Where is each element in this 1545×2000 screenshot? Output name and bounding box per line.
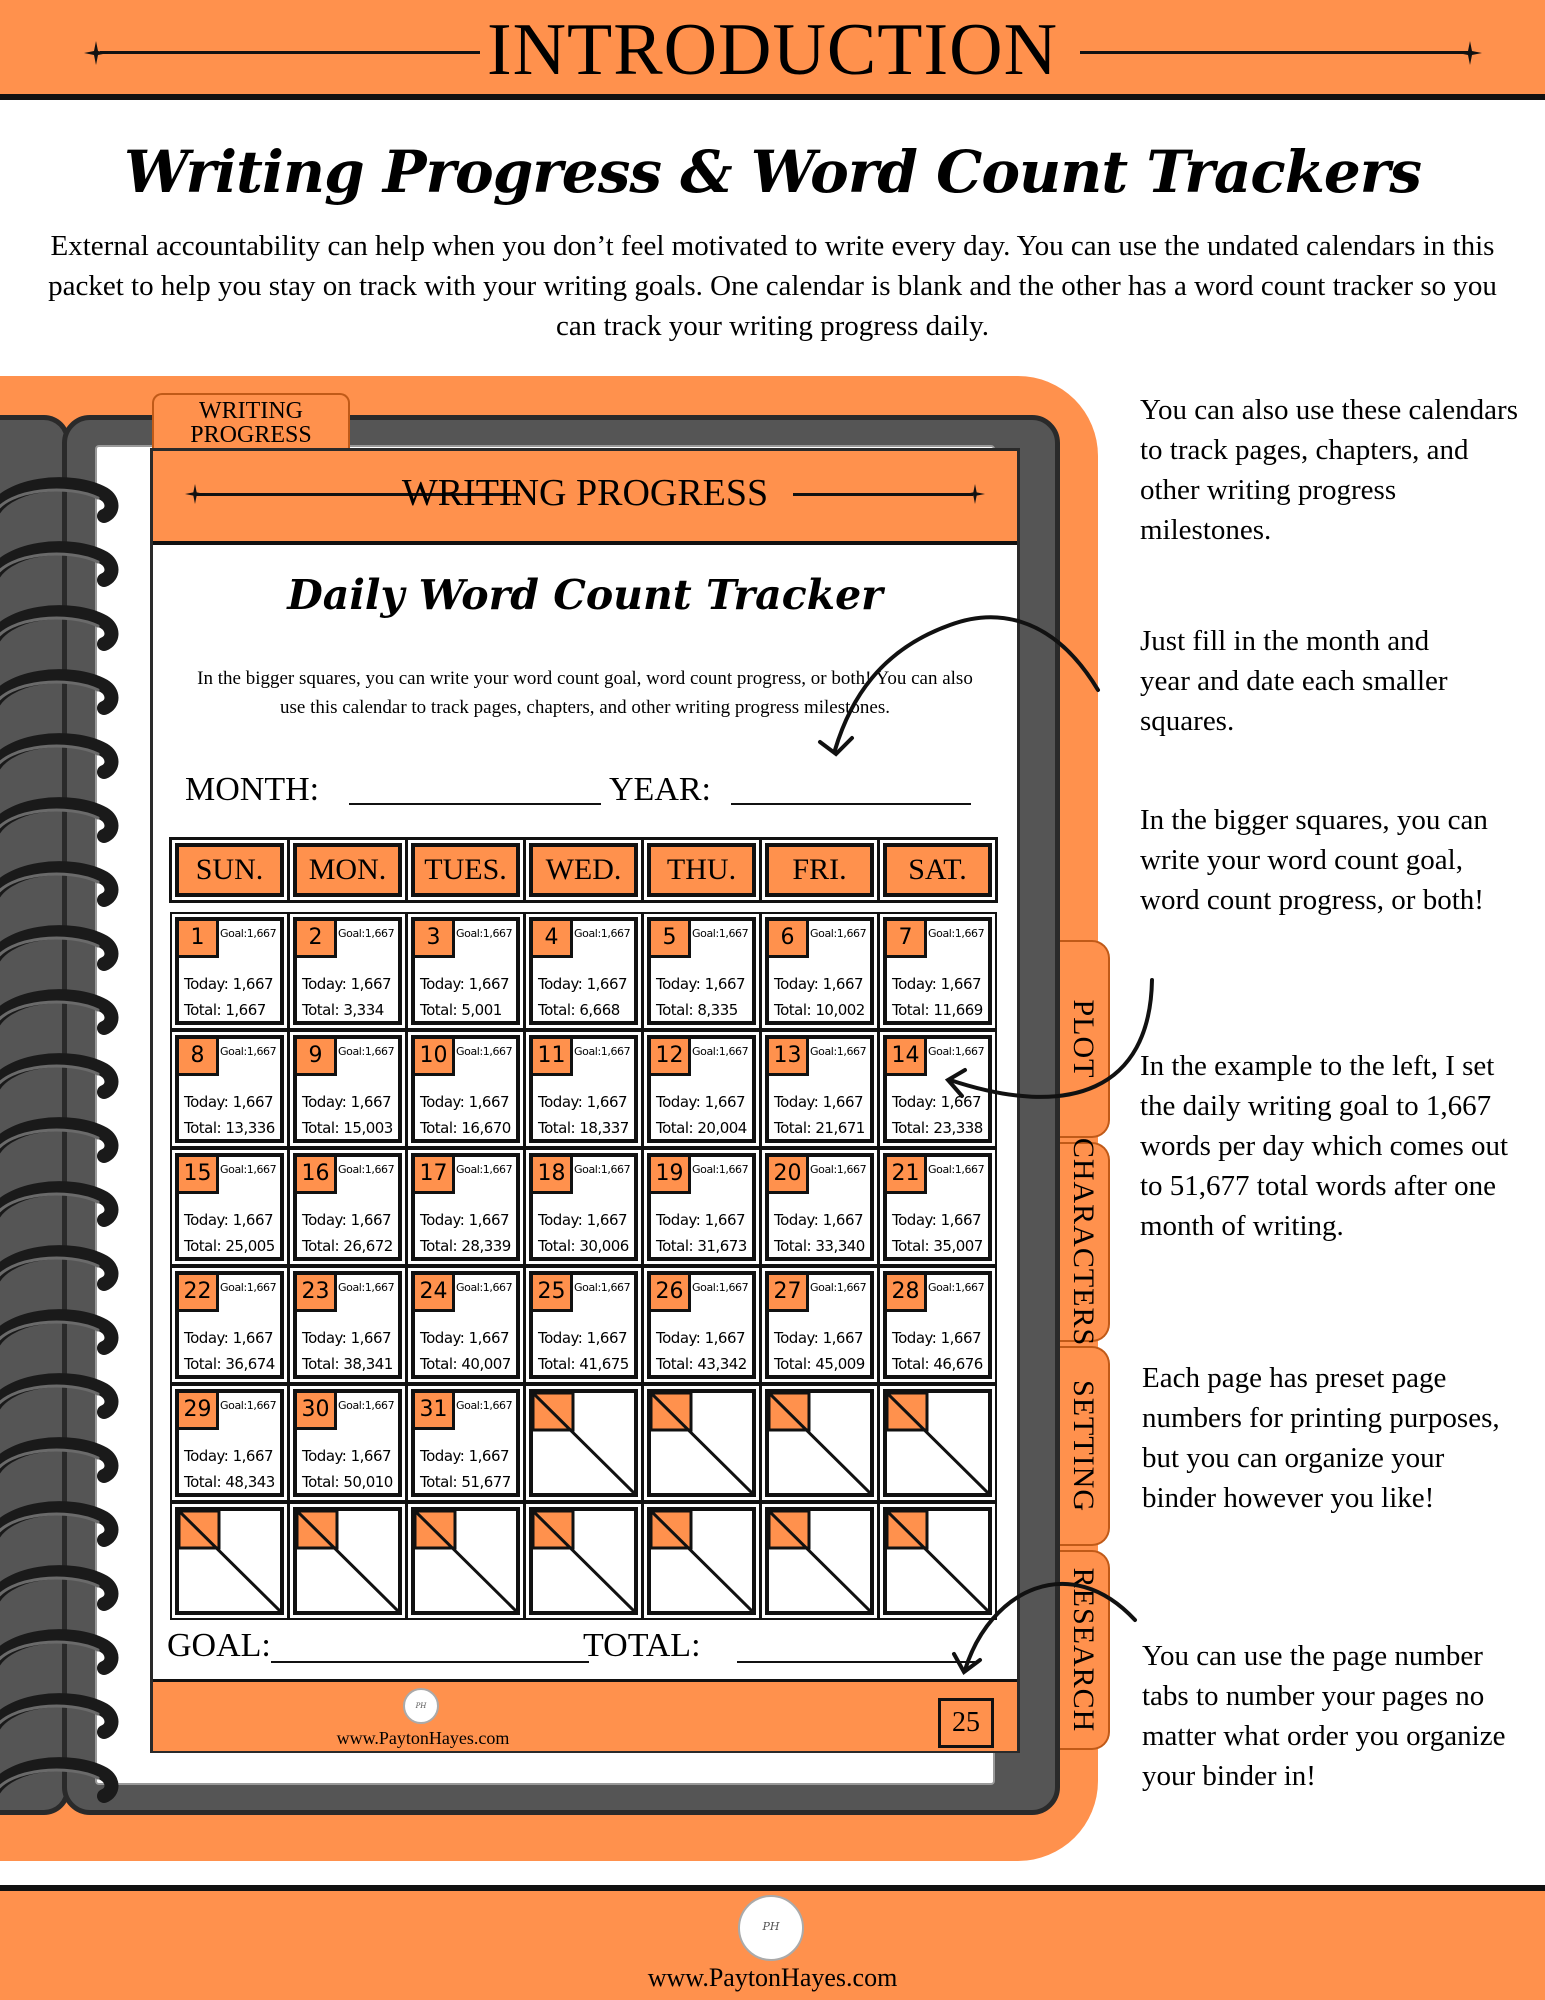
total-field[interactable]	[737, 1661, 975, 1663]
note-6: You can use the page number tabs to number your pages no matter what order you organize your binder in!	[1142, 1640, 1506, 1792]
day-today: Today: 1,667	[656, 975, 746, 993]
binder-ring	[0, 1688, 122, 1748]
day-goal: Goal:1,667	[692, 1163, 749, 1176]
calendar-day-cell[interactable]	[647, 917, 756, 1025]
day-total: Total: 36,674	[184, 1355, 275, 1373]
tracker-page-footer	[153, 1679, 1017, 1751]
day-today: Today: 1,667	[184, 975, 274, 993]
day-number: 12	[651, 1039, 691, 1076]
day-goal: Goal:1,667	[692, 1045, 749, 1058]
day-today: Today: 1,667	[892, 1093, 982, 1111]
binder-ring	[0, 1432, 122, 1492]
day-total: Total: 43,342	[656, 1355, 747, 1373]
blank-cell-diagonal	[769, 1393, 870, 1493]
day-goal: Goal:1,667	[574, 1045, 631, 1058]
blank-day-cell[interactable]	[647, 1389, 756, 1497]
day-goal: Goal:1,667	[220, 1281, 277, 1294]
calendar-day-cell[interactable]	[529, 1035, 638, 1143]
day-goal: Goal:1,667	[220, 1399, 277, 1412]
footer-site: www.PaytonHayes.com	[647, 1963, 898, 1992]
day-number: 18	[533, 1157, 573, 1194]
day-header-mon: MON.	[293, 843, 402, 897]
day-today: Today: 1,667	[656, 1329, 746, 1347]
day-number: 17	[415, 1157, 455, 1194]
day-goal: Goal:1,667	[810, 1163, 867, 1176]
day-today: Today: 1,667	[420, 1211, 510, 1229]
day-number: 7	[887, 921, 927, 958]
calendar-day-cell[interactable]	[293, 1035, 402, 1143]
logo-icon: PH	[403, 1688, 439, 1724]
day-total: Total: 33,340	[774, 1237, 865, 1255]
calendar-day-cell[interactable]	[411, 1389, 520, 1497]
blank-cell-diagonal	[179, 1511, 280, 1611]
calendar-day-cell[interactable]	[293, 1271, 402, 1379]
day-goal: Goal:1,667	[928, 1163, 985, 1176]
blank-cell-diagonal	[415, 1511, 516, 1611]
day-number: 29	[179, 1393, 219, 1430]
calendar-day-cell[interactable]	[411, 1153, 520, 1261]
binder-ring	[0, 1624, 122, 1684]
calendar-day-cell[interactable]	[647, 1035, 756, 1143]
tab-research[interactable]	[1058, 1550, 1110, 1750]
day-today: Today: 1,667	[302, 1329, 392, 1347]
day-number: 23	[297, 1275, 337, 1312]
binder-ring	[0, 856, 122, 916]
binder-ring	[0, 600, 122, 660]
note-4: In the example to the left, I set the daily writing goal to 1,667 words per day which comes out to 51,677 total words after one month of writing.	[1140, 1050, 1509, 1242]
tracker-instructions: In the bigger squares, you can write your word count goal, word count progress, or both! You can also use this calendar to track pages, chapters, and other writing progress milestones.	[197, 668, 973, 718]
day-total: Total: 30,006	[538, 1237, 629, 1255]
day-total: Total: 23,338	[892, 1119, 983, 1137]
binder-ring	[0, 792, 122, 852]
day-goal: Goal:1,667	[338, 927, 395, 940]
day-goal: Goal:1,667	[692, 1281, 749, 1294]
day-today: Today: 1,667	[302, 1211, 392, 1229]
day-number: 11	[533, 1039, 573, 1076]
day-today: Today: 1,667	[420, 1093, 510, 1111]
page-number-box: 25	[938, 1698, 994, 1748]
day-goal: Goal:1,667	[810, 1281, 867, 1294]
month-label: MONTH:	[185, 771, 320, 808]
day-number: 8	[179, 1039, 219, 1076]
day-number: 16	[297, 1157, 337, 1194]
day-number: 4	[533, 921, 573, 958]
day-today: Today: 1,667	[774, 1093, 864, 1111]
day-number: 20	[769, 1157, 809, 1194]
tab-label: CHARACTERS	[1067, 1137, 1100, 1347]
day-number: 1	[179, 921, 219, 958]
day-total: Total: 21,671	[774, 1119, 865, 1137]
calendar-day-cell[interactable]	[883, 1271, 992, 1379]
blank-day-cell[interactable]	[883, 1507, 992, 1615]
blank-cell-diagonal	[533, 1511, 634, 1611]
binder-ring	[0, 920, 122, 980]
note-2: Just fill in the month and year and date each smaller squares.	[1140, 625, 1448, 737]
day-today: Today: 1,667	[774, 975, 864, 993]
blank-cell-diagonal	[769, 1511, 870, 1611]
total-label: TOTAL:	[583, 1627, 701, 1664]
day-total: Total: 38,341	[302, 1355, 393, 1373]
calendar-day-cell[interactable]	[765, 1035, 874, 1143]
tracker-page-band	[153, 451, 1017, 545]
day-total: Total: 41,675	[538, 1355, 629, 1373]
day-number: 22	[179, 1275, 219, 1312]
goal-label: GOAL:	[167, 1627, 271, 1664]
day-number: 5	[651, 921, 691, 958]
day-number: 25	[533, 1275, 573, 1312]
day-goal: Goal:1,667	[456, 927, 513, 940]
day-number: 31	[415, 1393, 455, 1430]
binder-ring	[0, 1368, 122, 1428]
day-number: 9	[297, 1039, 337, 1076]
day-today: Today: 1,667	[302, 1447, 392, 1465]
day-today: Today: 1,667	[420, 1447, 510, 1465]
day-total: Total: 45,009	[774, 1355, 865, 1373]
binder-ring	[0, 1112, 122, 1172]
tracker-page	[150, 448, 1020, 1753]
day-total: Total: 26,672	[302, 1237, 393, 1255]
calendar-day-cell[interactable]	[883, 1153, 992, 1261]
blank-cell-diagonal	[887, 1511, 988, 1611]
day-total: Total: 18,337	[538, 1119, 629, 1137]
calendar-day-cell[interactable]	[175, 917, 284, 1025]
day-today: Today: 1,667	[892, 1329, 982, 1347]
day-goal: Goal:1,667	[810, 1045, 867, 1058]
day-today: Today: 1,667	[656, 1211, 746, 1229]
blank-day-cell[interactable]	[411, 1507, 520, 1615]
day-total: Total: 20,004	[656, 1119, 747, 1137]
day-total: Total: 48,343	[184, 1473, 275, 1491]
day-total: Total: 10,002	[774, 1001, 865, 1019]
day-header-sun: SUN.	[175, 843, 284, 897]
day-number: 6	[769, 921, 809, 958]
day-goal: Goal:1,667	[928, 1045, 985, 1058]
day-today: Today: 1,667	[184, 1329, 274, 1347]
binder-ring	[0, 1752, 122, 1812]
day-header-sat: SAT.	[883, 843, 992, 897]
day-today: Today: 1,667	[420, 975, 510, 993]
binder-ring	[0, 1560, 122, 1620]
day-goal: Goal:1,667	[338, 1399, 395, 1412]
day-goal: Goal:1,667	[574, 1281, 631, 1294]
day-number: 15	[179, 1157, 219, 1194]
binder-ring	[0, 1240, 122, 1300]
day-goal: Goal:1,667	[928, 1281, 985, 1294]
binder-ring	[0, 472, 122, 532]
calendar-day-cell[interactable]	[175, 1271, 284, 1379]
binder-ring	[0, 1496, 122, 1556]
day-goal: Goal:1,667	[574, 1163, 631, 1176]
day-total: Total: 6,668	[538, 1001, 620, 1019]
blank-day-cell[interactable]	[293, 1507, 402, 1615]
footer-logo-icon: PH	[738, 1895, 804, 1961]
binder-ring	[0, 984, 122, 1044]
day-goal: Goal:1,667	[220, 1045, 277, 1058]
blank-cell-diagonal	[533, 1393, 634, 1493]
day-today: Today: 1,667	[538, 1093, 628, 1111]
tab-label: PLOT	[1067, 999, 1100, 1079]
calendar-day-cell[interactable]	[175, 1389, 284, 1497]
day-total: Total: 1,667	[184, 1001, 266, 1019]
tracker-band-title: WRITING PROGRESS	[401, 472, 769, 514]
day-total: Total: 40,007	[420, 1355, 511, 1373]
calendar-day-cell[interactable]	[647, 1271, 756, 1379]
calendar-day-cell[interactable]	[411, 917, 520, 1025]
binder-ring	[0, 1048, 122, 1108]
page-heading: Writing Progress & Word Count Trackers	[123, 138, 1422, 206]
tracker-site: www.PaytonHayes.com	[336, 1728, 510, 1748]
day-today: Today: 1,667	[184, 1093, 274, 1111]
day-total: Total: 46,676	[892, 1355, 983, 1373]
tab-label: RESEARCH	[1067, 1567, 1100, 1733]
calendar-day-cell[interactable]	[765, 1271, 874, 1379]
day-total: Total: 50,010	[302, 1473, 393, 1491]
calendar-day-cell[interactable]	[883, 917, 992, 1025]
tab-label: SETTING	[1067, 1380, 1100, 1512]
day-goal: Goal:1,667	[456, 1045, 513, 1058]
day-today: Today: 1,667	[892, 1211, 982, 1229]
day-today: Today: 1,667	[538, 1211, 628, 1229]
day-number: 24	[415, 1275, 455, 1312]
year-label: YEAR:	[609, 771, 711, 808]
calendar-day-cell[interactable]	[293, 1389, 402, 1497]
tracker-title: Daily Word Count Tracker	[287, 571, 883, 619]
day-header-thu: THU.	[647, 843, 756, 897]
calendar-day-cell[interactable]	[765, 917, 874, 1025]
day-today: Today: 1,667	[656, 1093, 746, 1111]
day-today: Today: 1,667	[774, 1329, 864, 1347]
calendar-day-cell[interactable]	[529, 1271, 638, 1379]
binder-ring	[0, 1304, 122, 1364]
day-today: Today: 1,667	[302, 1093, 392, 1111]
day-number: 30	[297, 1393, 337, 1430]
calendar-day-cell[interactable]	[765, 1153, 874, 1261]
day-today: Today: 1,667	[184, 1447, 274, 1465]
year-field[interactable]	[731, 803, 971, 805]
note-5: Each page has preset page numbers for printing purposes, but you can organize your binder however you like!	[1142, 1362, 1500, 1514]
day-goal: Goal:1,667	[456, 1163, 513, 1176]
note-1: You can also use these calendars to track pages, chapters, and other writing progress milestones.	[1140, 394, 1518, 546]
day-today: Today: 1,667	[892, 975, 982, 993]
day-goal: Goal:1,667	[220, 927, 277, 940]
calendar-day-cell[interactable]	[411, 1271, 520, 1379]
day-total: Total: 35,007	[892, 1237, 983, 1255]
note-3: In the bigger squares, you can write your word count goal, word count progress, or both!	[1140, 804, 1488, 916]
day-goal: Goal:1,667	[692, 927, 749, 940]
tab-setting[interactable]	[1058, 1346, 1110, 1546]
day-total: Total: 8,335	[656, 1001, 738, 1019]
day-number: 21	[887, 1157, 927, 1194]
footer-band	[0, 1885, 1545, 2000]
day-number: 10	[415, 1039, 455, 1076]
day-number: 28	[887, 1275, 927, 1312]
day-number: 19	[651, 1157, 691, 1194]
day-total: Total: 25,005	[184, 1237, 275, 1255]
section-title: INTRODUCTION	[486, 9, 1059, 91]
blank-day-cell[interactable]	[529, 1507, 638, 1615]
blank-cell-diagonal	[887, 1393, 988, 1493]
binder-ring	[0, 536, 122, 596]
blank-day-cell[interactable]	[647, 1507, 756, 1615]
day-goal: Goal:1,667	[220, 1163, 277, 1176]
binder-ring	[0, 728, 122, 788]
day-total: Total: 11,669	[892, 1001, 983, 1019]
calendar-day-cell[interactable]	[293, 1153, 402, 1261]
calendar-day-cell[interactable]	[175, 1153, 284, 1261]
day-number: 14	[887, 1039, 927, 1076]
day-number: 27	[769, 1275, 809, 1312]
writing-progress-tab[interactable]: WRITING PROGRESS	[152, 393, 350, 453]
day-total: Total: 51,677	[420, 1473, 511, 1491]
day-total: Total: 5,001	[420, 1001, 502, 1019]
day-goal: Goal:1,667	[338, 1281, 395, 1294]
blank-cell-diagonal	[297, 1511, 398, 1611]
day-today: Today: 1,667	[184, 1211, 274, 1229]
blank-cell-diagonal	[651, 1393, 752, 1493]
day-today: Today: 1,667	[420, 1329, 510, 1347]
binder-ring	[0, 664, 122, 724]
day-number: 2	[297, 921, 337, 958]
day-header-wed: WED.	[529, 843, 638, 897]
day-number: 13	[769, 1039, 809, 1076]
day-number: 3	[415, 921, 455, 958]
day-goal: Goal:1,667	[574, 927, 631, 940]
calendar-day-cell[interactable]	[293, 917, 402, 1025]
day-today: Today: 1,667	[774, 1211, 864, 1229]
day-today: Today: 1,667	[538, 975, 628, 993]
blank-day-cell[interactable]	[529, 1389, 638, 1497]
calendar-day-cell[interactable]	[529, 917, 638, 1025]
tab-characters[interactable]	[1058, 1137, 1110, 1347]
day-total: Total: 13,336	[184, 1119, 275, 1137]
day-goal: Goal:1,667	[338, 1045, 395, 1058]
day-header-tues: TUES.	[411, 843, 520, 897]
day-total: Total: 16,670	[420, 1119, 511, 1137]
calendar-day-cell[interactable]	[529, 1153, 638, 1261]
day-goal: Goal:1,667	[928, 927, 985, 940]
blank-day-cell[interactable]	[765, 1389, 874, 1497]
goal-field[interactable]	[271, 1661, 589, 1663]
blank-cell-diagonal	[651, 1511, 752, 1611]
day-goal: Goal:1,667	[338, 1163, 395, 1176]
day-total: Total: 28,339	[420, 1237, 511, 1255]
day-total: Total: 15,003	[302, 1119, 393, 1137]
calendar-day-cell[interactable]	[411, 1035, 520, 1143]
calendar-day-cell[interactable]	[647, 1153, 756, 1261]
day-today: Today: 1,667	[302, 975, 392, 993]
day-goal: Goal:1,667	[456, 1281, 513, 1294]
day-goal: Goal:1,667	[456, 1399, 513, 1412]
day-number: 26	[651, 1275, 691, 1312]
intro-paragraph: External accountability can help when you don’t feel motivated to write every day. You can use the undated calendars in this packet to help you stay on track with your writing goals. One calendar is blank and the other has a word count tracker so you can track your writing progress daily.	[48, 230, 1497, 342]
calendar-day-cell[interactable]	[175, 1035, 284, 1143]
blank-day-cell[interactable]	[883, 1389, 992, 1497]
day-today: Today: 1,667	[538, 1329, 628, 1347]
calendar-day-cell[interactable]	[883, 1035, 992, 1143]
month-field[interactable]	[349, 803, 601, 805]
tab-plot[interactable]	[1058, 940, 1110, 1138]
day-header-fri: FRI.	[765, 843, 874, 897]
top-header-band	[0, 0, 1545, 100]
blank-day-cell[interactable]	[175, 1507, 284, 1615]
day-goal: Goal:1,667	[810, 927, 867, 940]
day-total: Total: 31,673	[656, 1237, 747, 1255]
blank-day-cell[interactable]	[765, 1507, 874, 1615]
day-total: Total: 3,334	[302, 1001, 384, 1019]
binder-ring	[0, 1176, 122, 1236]
